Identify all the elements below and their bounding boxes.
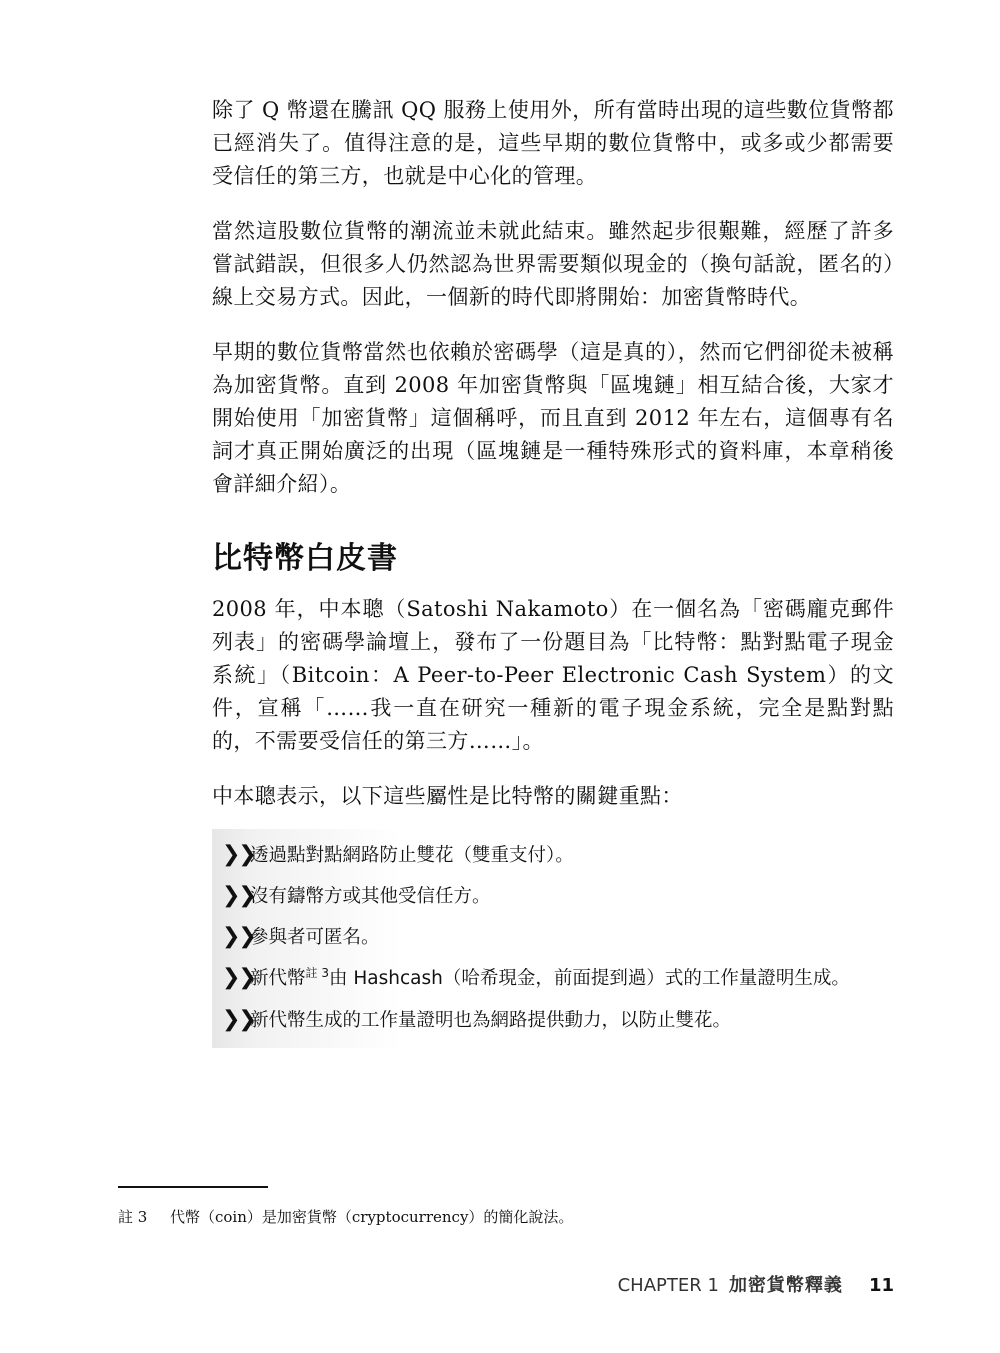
- list-item: [222, 1006, 894, 1036]
- footer-chapter: CHAPTER 1: [617, 1275, 719, 1296]
- bullet-list: [212, 829, 894, 1048]
- double-chevron-right-icon: ❯❯: [222, 883, 255, 908]
- section-paragraph-1: 2008 年，中本聰（Satoshi Nakamoto）在一個名為「密碼龐克郵件列表」的密碼學論壇上，發布了一份題目為「比特幣：點對點電子現金系統」（Bitcoin：A Peer-to-Peer Electronic Cash System）的文件，宣稱「……我一直在研究一種新的電子現金系統，完全是點對點的，不需要受信任的第三方……」。: [212, 597, 894, 753]
- double-chevron-right-icon: ❯❯: [222, 924, 255, 949]
- paragraph-2: 當然這股數位貨幣的潮流並未就此結束。雖然起步很艱難，經歷了許多嘗試錯誤，但很多人仍然認為世界需要類似現金的（換句話說，匿名的）線上交易方式。因此，一個新的時代即將開始：加密貨幣時代。: [212, 219, 894, 309]
- list-item-text-before: 新代幣: [250, 968, 306, 989]
- section-heading: 比特幣白皮書: [212, 541, 398, 576]
- double-chevron-right-icon: ❯❯: [222, 842, 255, 867]
- list-item: [222, 923, 894, 953]
- page-footer: [618, 1272, 894, 1300]
- page-body: [212, 94, 894, 1048]
- footnote-text: 代幣（coin）是加密貨幣（cryptocurrency）的簡化說法。: [170, 1208, 574, 1226]
- double-chevron-right-icon: ❯❯: [222, 1007, 255, 1032]
- footnote-divider: [118, 1186, 268, 1188]
- list-item-text: 新代幣生成的工作量證明也為網路提供動力，以防止雙花。: [250, 1010, 732, 1031]
- footer-chapter-title: 加密貨幣釋義: [728, 1275, 843, 1296]
- footnote-reference: 註 3: [305, 966, 329, 980]
- list-item: [222, 882, 894, 912]
- paragraph-3: 早期的數位貨幣當然也依賴於密碼學（這是真的），然而它們卻從未被稱為加密貨幣。直到 2008 年加密貨幣與「區塊鏈」相互結合後，大家才開始使用「加密貨幣」這個稱呼，而且直到 2012 年左右，這個專有名詞才真正開始廣泛的出現（區塊鏈是一種特殊形式的資料庫，本章稍後會詳細介紹）。: [212, 340, 894, 496]
- list-item: [222, 964, 894, 995]
- list-item-text: 參與者可匿名。: [250, 927, 380, 948]
- list-item-text-after: 由 Hashcash（哈希現金，前面提到過）式的工作量證明生成。: [328, 968, 850, 989]
- list-item-text: 沒有鑄幣方或其他受信任方。: [250, 886, 491, 907]
- list-item: [222, 841, 894, 871]
- section-paragraph-2: 中本聰表示，以下這些屬性是比特幣的關鍵重點：: [212, 784, 683, 808]
- paragraph-1: 除了 Q 幣還在騰訊 QQ 服務上使用外，所有當時出現的這些數位貨幣都已經消失了。值得注意的是，這些早期的數位貨幣中，或多或少都需要受信任的第三方，也就是中心化的管理。: [212, 98, 894, 188]
- footnote: [118, 1206, 573, 1228]
- list-item-text: 透過點對點網路防止雙花（雙重支付）。: [250, 845, 574, 866]
- footnote-number: 註 3: [118, 1208, 148, 1226]
- double-chevron-right-icon: ❯❯: [222, 965, 255, 990]
- page-number: 11: [868, 1275, 894, 1296]
- list-item-text: [250, 964, 850, 995]
